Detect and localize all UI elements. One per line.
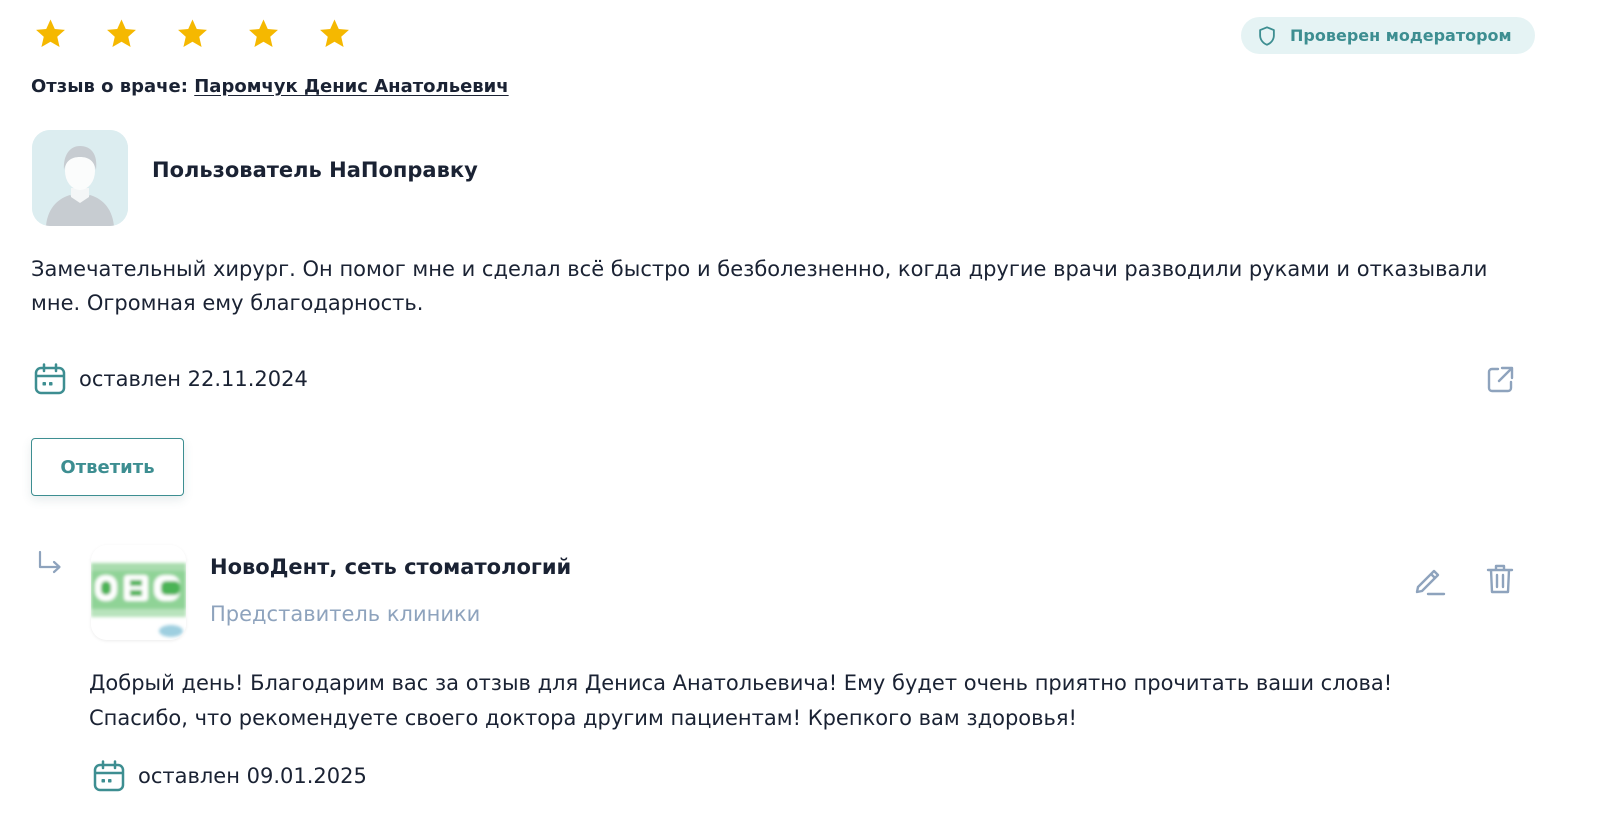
author-name: Пользователь НаПоправку (152, 158, 478, 182)
doctor-line-prefix: Отзыв о враче: (31, 76, 188, 97)
reply-arrow-icon (36, 550, 64, 578)
edit-icon[interactable] (1411, 562, 1447, 598)
review-date-text: оставлен 22.11.2024 (79, 367, 308, 391)
rating-stars (34, 17, 351, 50)
shield-icon (1256, 25, 1278, 47)
reply-date (92, 759, 367, 793)
clinic-role: Представитель клиники (210, 602, 481, 626)
star-icon (105, 17, 138, 50)
user-silhouette-icon (32, 130, 128, 226)
clinic-logo-image (91, 545, 186, 640)
star-icon (34, 17, 67, 50)
doctor-line (31, 76, 509, 97)
avatar (32, 130, 128, 226)
review-date (33, 362, 308, 396)
clinic-name: НовоДент, сеть стоматологий (210, 555, 572, 579)
doctor-link[interactable]: Паромчук Денис Анатольевич (194, 76, 509, 97)
star-icon (247, 17, 280, 50)
star-icon (318, 17, 351, 50)
reply-date-text: оставлен 09.01.2025 (138, 764, 367, 788)
reply-button[interactable]: Ответить (31, 438, 184, 496)
reply-text: Добрый день! Благодарим вас за отзыв для Дениса Анатольевича! Ему будет очень приятно прочитать ваши слова! Спасибо, что рекомендуете своего доктора другим пациентам! Крепкого вам здоровья! (89, 671, 1393, 730)
clinic-logo (91, 545, 186, 640)
external-link-icon[interactable] (1484, 364, 1516, 396)
trash-icon[interactable] (1484, 562, 1516, 596)
moderation-badge (1241, 17, 1535, 54)
calendar-icon (92, 759, 126, 793)
review-text: Замечательный хирург. Он помог мне и сделал всё быстро и безболезненно, когда другие врачи разводили руками и отказывали мне. Огромная ему благодарность. (31, 257, 1488, 315)
badge-label: Проверен модератором (1290, 26, 1512, 45)
calendar-icon (33, 362, 67, 396)
star-icon (176, 17, 209, 50)
